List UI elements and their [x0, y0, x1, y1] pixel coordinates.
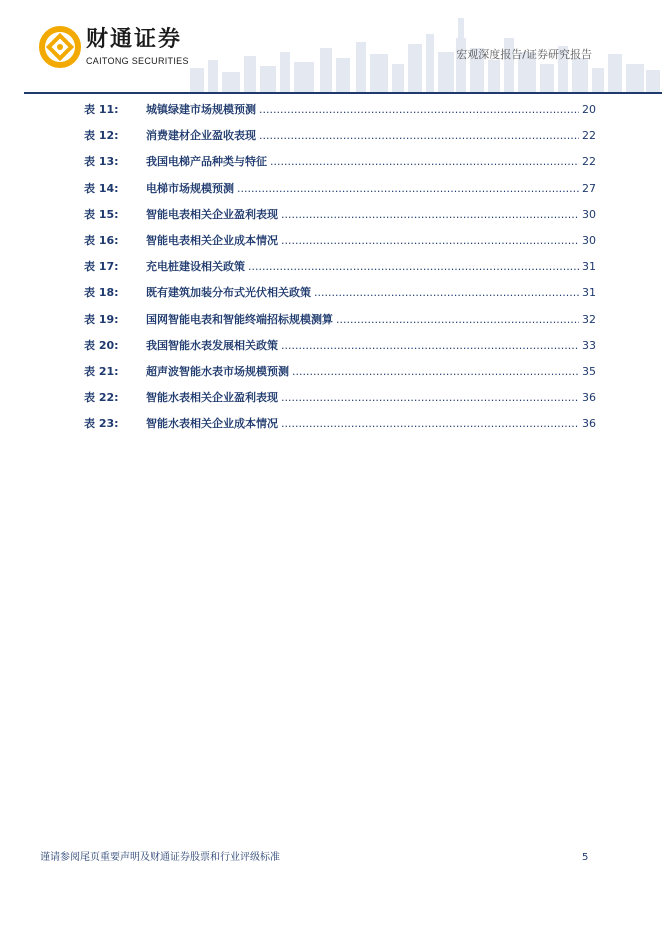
header-divider: [24, 92, 662, 94]
toc-entry-title: 消费建材企业盈收表现: [146, 129, 256, 143]
toc-leader-dots: [281, 208, 579, 221]
toc-entry[interactable]: [84, 258, 596, 284]
toc-leader-dots: [281, 339, 579, 352]
toc-entry-number: 表 14:: [84, 181, 119, 195]
toc-entry-page: 35: [582, 364, 596, 378]
toc-leader-dots: [259, 103, 579, 116]
toc-leader-dots: [314, 286, 579, 299]
toc-entry-number: 表 17:: [84, 260, 119, 274]
toc-entry[interactable]: [84, 389, 596, 415]
toc-entry-number: 表 12:: [84, 129, 119, 143]
toc-entry-page: 31: [582, 286, 596, 300]
toc-leader-dots: [292, 365, 579, 378]
toc-entry-page: 36: [582, 417, 596, 431]
toc-entry-number: 表 23:: [84, 417, 119, 431]
toc-entry-number: 表 21:: [84, 364, 119, 378]
toc-entry[interactable]: [84, 153, 596, 179]
toc-entry[interactable]: [84, 206, 596, 232]
toc-entry-page: 30: [582, 207, 596, 221]
toc-entry[interactable]: [84, 101, 596, 127]
toc-leader-dots: [259, 129, 579, 142]
caitong-logo-icon: [38, 26, 82, 68]
toc-entry-title: 我国电梯产品种类与特征: [146, 155, 267, 169]
toc-entry[interactable]: [84, 284, 596, 310]
toc-entry[interactable]: [84, 127, 596, 153]
brand-name-en: CAITONG SECURITIES: [86, 56, 189, 66]
toc-entry-page: 30: [582, 233, 596, 247]
footer-disclaimer: 谨请参阅尾页重要声明及财通证券股票和行业评级标准: [40, 852, 280, 863]
toc-entry-number: 表 16:: [84, 233, 119, 247]
table-of-contents: [84, 101, 596, 441]
toc-entry-number: 表 20:: [84, 338, 119, 352]
toc-entry-page: 27: [582, 181, 596, 195]
toc-entry-page: 22: [582, 129, 596, 143]
page-number: 5: [582, 852, 589, 863]
toc-entry-title: 城镇绿建市场规模预测: [146, 103, 256, 116]
toc-entry-number: 表 19:: [84, 312, 119, 326]
toc-entry-number: 表 22:: [84, 391, 119, 405]
toc-leader-dots: [336, 313, 579, 326]
toc-entry-page: 31: [582, 260, 596, 274]
toc-entry-title: 超声波智能水表市场规模预测: [146, 364, 289, 378]
toc-leader-dots: [248, 260, 579, 273]
page-header: [0, 0, 662, 96]
toc-leader-dots: [281, 234, 579, 247]
toc-entry-title: 我国智能水表发展相关政策: [146, 338, 278, 352]
toc-entry-number: 表 15:: [84, 207, 119, 221]
toc-entry-title: 智能电表相关企业盈利表现: [146, 207, 278, 221]
toc-entry[interactable]: [84, 180, 596, 206]
toc-entry-page: 36: [582, 391, 596, 405]
toc-entry[interactable]: [84, 311, 596, 337]
toc-entry-title: 既有建筑加装分布式光伏相关政策: [146, 286, 311, 300]
toc-leader-dots: [281, 417, 579, 430]
brand-name-cn: 财通证券: [86, 27, 183, 52]
toc-entry-number: 表 18:: [84, 286, 119, 300]
toc-entry[interactable]: [84, 415, 596, 441]
toc-entry-title: 智能电表相关企业成本情况: [146, 233, 278, 247]
report-type-label: 宏观深度报告/证券研究报告: [456, 48, 592, 61]
toc-entry-number: 表 11:: [84, 103, 119, 116]
toc-entry-title: 国网智能电表和智能终端招标规模测算: [146, 312, 333, 326]
toc-entry-title: 充电桩建设相关政策: [146, 260, 245, 274]
toc-leader-dots: [281, 391, 579, 404]
toc-entry-title: 智能水表相关企业成本情况: [146, 417, 278, 431]
toc-entry-page: 20: [582, 103, 596, 116]
toc-entry-title: 电梯市场规模预测: [146, 181, 234, 195]
toc-entry[interactable]: [84, 337, 596, 363]
toc-entry-title: 智能水表相关企业盈利表现: [146, 391, 278, 405]
toc-leader-dots: [237, 182, 579, 195]
toc-entry-page: 33: [582, 338, 596, 352]
toc-entry-page: 22: [582, 155, 596, 169]
toc-leader-dots: [270, 155, 579, 168]
toc-entry[interactable]: [84, 232, 596, 258]
toc-entry-page: 32: [582, 312, 596, 326]
toc-entry[interactable]: [84, 363, 596, 389]
toc-entry-number: 表 13:: [84, 155, 119, 169]
